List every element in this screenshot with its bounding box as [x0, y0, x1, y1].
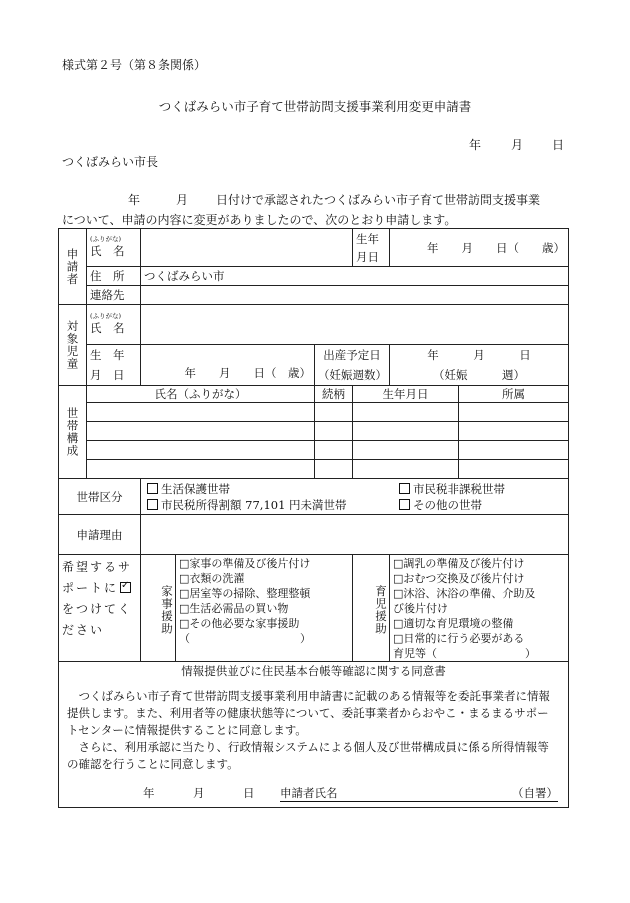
housework-other-field[interactable]: （ ） [179, 632, 311, 645]
sign-year: 年 [143, 786, 155, 800]
reason-field[interactable] [141, 515, 569, 555]
intro-text [62, 190, 567, 230]
applicant-section-label: 申請者 [59, 229, 87, 305]
childcare-label: 育児援助 [353, 555, 390, 662]
child-due-field[interactable]: 年 月 日 （妊娠 週） [390, 345, 569, 386]
sign-self-label: （自署） [512, 786, 558, 800]
category-welfare-option[interactable]: 生活保護世帯 [147, 481, 230, 497]
form-title: つくばみらい市子育て世帯訪問支援事業利用変更申請書 [158, 99, 472, 114]
housework-item[interactable]: □衣類の洗濯 [179, 572, 245, 585]
child-section-label: 対象児童 [59, 305, 87, 386]
household-row[interactable] [59, 460, 569, 479]
category-income-option[interactable]: 市民税所得割額 77,101 円未満世帯 [147, 497, 347, 513]
applicant-address-label: 住 所 [87, 267, 141, 286]
category-other-option[interactable]: その他の世帯 [399, 497, 482, 513]
child-birth-label: 生 年 月 日 [87, 345, 141, 386]
category-exempt-option[interactable]: 市民税非課税世帯 [399, 481, 505, 497]
applicant-birth-field[interactable]: 年 月 日（ 歳） [390, 229, 569, 267]
child-name-label: (ふりがな) 氏 名 [87, 305, 141, 345]
signature-field[interactable] [280, 785, 558, 802]
childcare-other-field[interactable]: 育児等（ ） [393, 647, 536, 660]
applicant-address-field[interactable]: つくばみらい市 [141, 267, 569, 286]
category-options [141, 479, 569, 515]
household-row[interactable] [59, 422, 569, 441]
childcare-item[interactable]: □適切な育児環境の整備 [393, 617, 514, 630]
consent-section [59, 662, 569, 808]
date-month-label: 月 [511, 138, 524, 152]
checkmark-icon [120, 582, 131, 593]
housework-item[interactable]: □その他必要な家事援助 [179, 617, 300, 630]
applicant-contact-label: 連絡先 [87, 286, 141, 305]
addressee: つくばみらい市長 [62, 155, 159, 169]
household-row[interactable] [59, 441, 569, 460]
childcare-list [390, 555, 569, 662]
application-table [58, 228, 569, 808]
household-row[interactable] [59, 403, 569, 422]
household-col-name: 氏名（ふりがな） [87, 386, 315, 403]
child-due-label: 出産予定日 （妊娠週数） [315, 345, 390, 386]
household-col-birth: 生年月日 [353, 386, 459, 403]
housework-item[interactable]: □居室等の掃除、整理整頓 [179, 587, 311, 600]
childcare-item[interactable]: □沐浴、沐浴の準備、介助及 [393, 587, 536, 600]
childcare-item[interactable]: □おむつ交換及び後片付け [393, 572, 525, 585]
reason-label: 申請理由 [59, 515, 141, 555]
date-day-label: 日 [552, 138, 565, 152]
child-name-field[interactable] [141, 305, 569, 345]
intro-sentence: 日付けで承認されたつくばみらい市子育て世帯訪問支援事業 [216, 193, 541, 207]
sign-month: 月 [193, 786, 205, 800]
checkbox-icon [147, 483, 158, 494]
checkbox-icon [399, 483, 410, 494]
sign-label: 申請者氏名 [280, 786, 338, 800]
support-instruction: 希望するサ ポートに✓ をつけてく ださい [59, 555, 141, 662]
consent-paragraph-1: つくばみらい市子育て世帯訪問支援事業利用申請書に記載のある情報等を委託事業者に情報提供します。また、利用者等の健康状態等について、委託事業者からおやこ・まるまるサポートセンターに情報提供することに同意します。 [67, 689, 550, 737]
intro-year: 年 [128, 193, 141, 207]
childcare-item[interactable]: □日常的に行う必要がある [393, 632, 525, 645]
form-number: 様式第２号（第８条関係） [62, 58, 207, 72]
applicant-name-label: (ふりがな) 氏 名 [87, 229, 141, 267]
consent-paragraph-2: さらに、利用承認に当たり、行政情報システムによる個人及び世帯構成員に係る所得情報等の確認を行うことに同意します。 [67, 740, 549, 771]
housework-label: 家事援助 [141, 555, 176, 662]
household-col-affiliation: 所属 [459, 386, 569, 403]
intro-line2: について、申請の内容に変更がありましたので、次のとおり申請します。 [62, 213, 457, 227]
applicant-birth-label: 生年 月日 [353, 229, 390, 267]
applicant-name-field[interactable] [141, 229, 353, 267]
childcare-item[interactable]: □調乳の準備及び後片付け [393, 557, 525, 570]
housework-list [176, 555, 353, 662]
household-col-relation: 続柄 [315, 386, 353, 403]
category-label: 世帯区分 [59, 479, 141, 515]
intro-month: 月 [176, 193, 189, 207]
date-year-label: 年 [469, 138, 482, 152]
applicant-contact-field[interactable] [141, 286, 569, 305]
housework-item[interactable]: □家事の準備及び後片付け [179, 557, 311, 570]
sign-day: 日 [243, 786, 255, 800]
checkbox-icon [147, 499, 158, 510]
child-birth-field[interactable]: 年 月 日（ 歳） [141, 345, 315, 386]
household-section-label: 世帯構成 [59, 386, 87, 479]
childcare-item-continued: び後片付け [393, 602, 448, 615]
consent-title: 情報提供並びに住民基本台帳等確認に関する同意書 [181, 664, 446, 678]
checkbox-icon [399, 499, 410, 510]
housework-item[interactable]: □生活必需品の買い物 [179, 602, 289, 615]
